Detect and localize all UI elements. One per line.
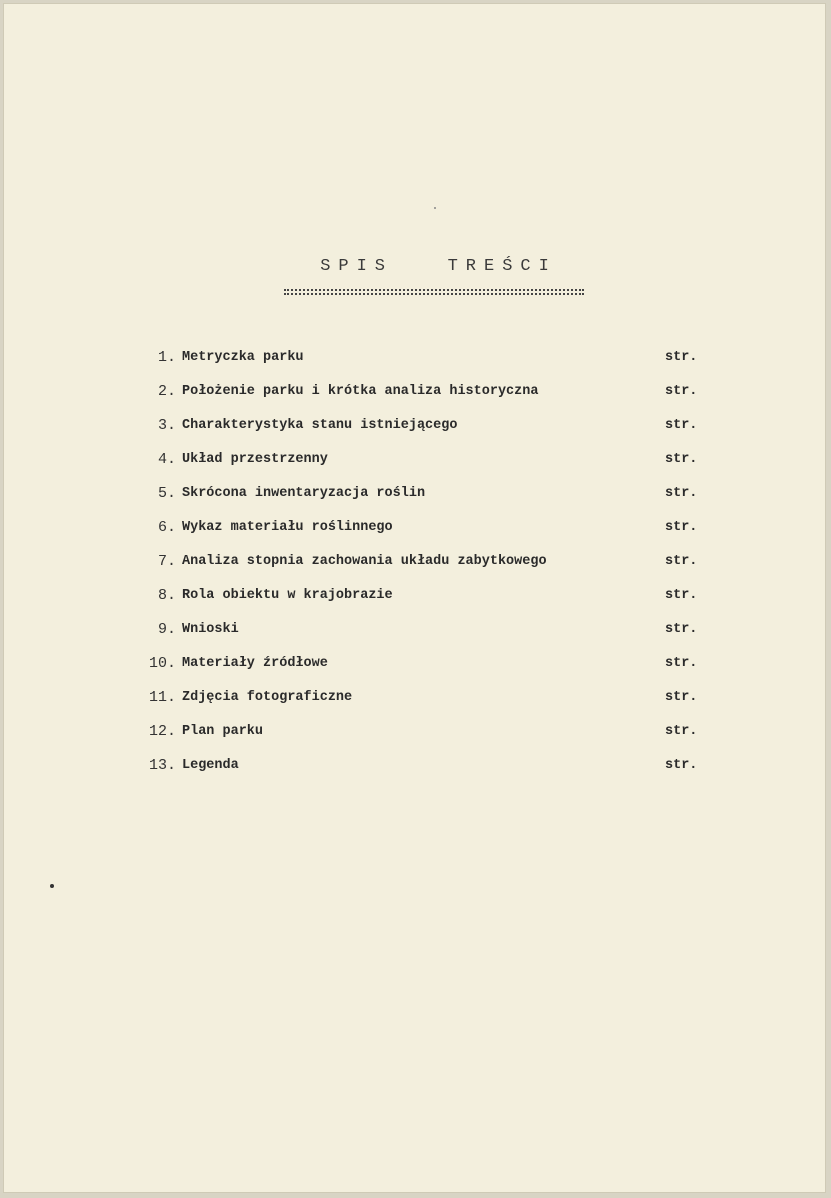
entry-number: 10. [148, 655, 176, 672]
entry-title: Położenie parku i krótka analiza historyczna [182, 384, 539, 399]
document-page [3, 3, 826, 1193]
entry-page-label: str. [665, 350, 698, 365]
entry-number: 8. [157, 587, 176, 604]
toc-entry [134, 621, 709, 655]
toc-entry [134, 553, 709, 587]
toc-entry [134, 451, 709, 485]
entry-number: 2. [157, 383, 176, 400]
entry-number: 9. [157, 621, 176, 638]
entry-title: Skrócona inwentaryzacja roślin [182, 486, 426, 501]
entry-page-label: str. [665, 622, 698, 637]
entry-title: Wnioski [182, 622, 239, 637]
entry-title: Legenda [182, 758, 239, 773]
toc-entry [134, 417, 709, 451]
toc-entry [134, 655, 709, 689]
toc-entry [134, 723, 709, 757]
title-underline [284, 289, 584, 295]
toc-entry [134, 587, 709, 621]
entry-title: Układ przestrzenny [182, 452, 328, 467]
entry-page-label: str. [665, 554, 698, 569]
entry-title: Charakterystyka stanu istniejącego [182, 418, 458, 433]
entry-title: Analiza stopnia zachowania układu zabytkowego [182, 554, 547, 569]
entry-number: 5. [157, 485, 176, 502]
table-of-contents [134, 349, 709, 791]
entry-page-label: str. [665, 758, 698, 773]
entry-page-label: str. [665, 384, 698, 399]
entry-page-label: str. [665, 656, 698, 671]
entry-title: Metryczka parku [182, 350, 304, 365]
ink-speck [434, 207, 436, 209]
toc-entry [134, 689, 709, 723]
toc-entry [134, 383, 709, 417]
entry-page-label: str. [665, 588, 698, 603]
toc-entry [134, 349, 709, 383]
entry-title: Materiały źródłowe [182, 656, 328, 671]
entry-number: 6. [157, 519, 176, 536]
entry-number: 3. [157, 417, 176, 434]
entry-number: 4. [157, 451, 176, 468]
ink-speck [50, 884, 54, 888]
toc-entry [134, 519, 709, 553]
entry-page-label: str. [665, 486, 698, 501]
entry-title: Rola obiektu w krajobrazie [182, 588, 393, 603]
entry-number: 1. [157, 349, 176, 366]
page-title: SPIS TREŚCI [320, 257, 557, 276]
toc-entry [134, 757, 709, 791]
entry-title: Wykaz materiału roślinnego [182, 520, 393, 535]
entry-page-label: str. [665, 452, 698, 467]
entry-page-label: str. [665, 520, 698, 535]
entry-page-label: str. [665, 690, 698, 705]
entry-number: 12. [148, 723, 176, 740]
entry-title: Zdjęcia fotograficzne [182, 690, 353, 705]
toc-entry [134, 485, 709, 519]
entry-number: 11. [148, 689, 176, 706]
entry-number: 7. [157, 553, 176, 570]
entry-title: Plan parku [182, 724, 264, 739]
entry-number: 13. [148, 757, 176, 774]
entry-page-label: str. [665, 724, 698, 739]
entry-page-label: str. [665, 418, 698, 433]
